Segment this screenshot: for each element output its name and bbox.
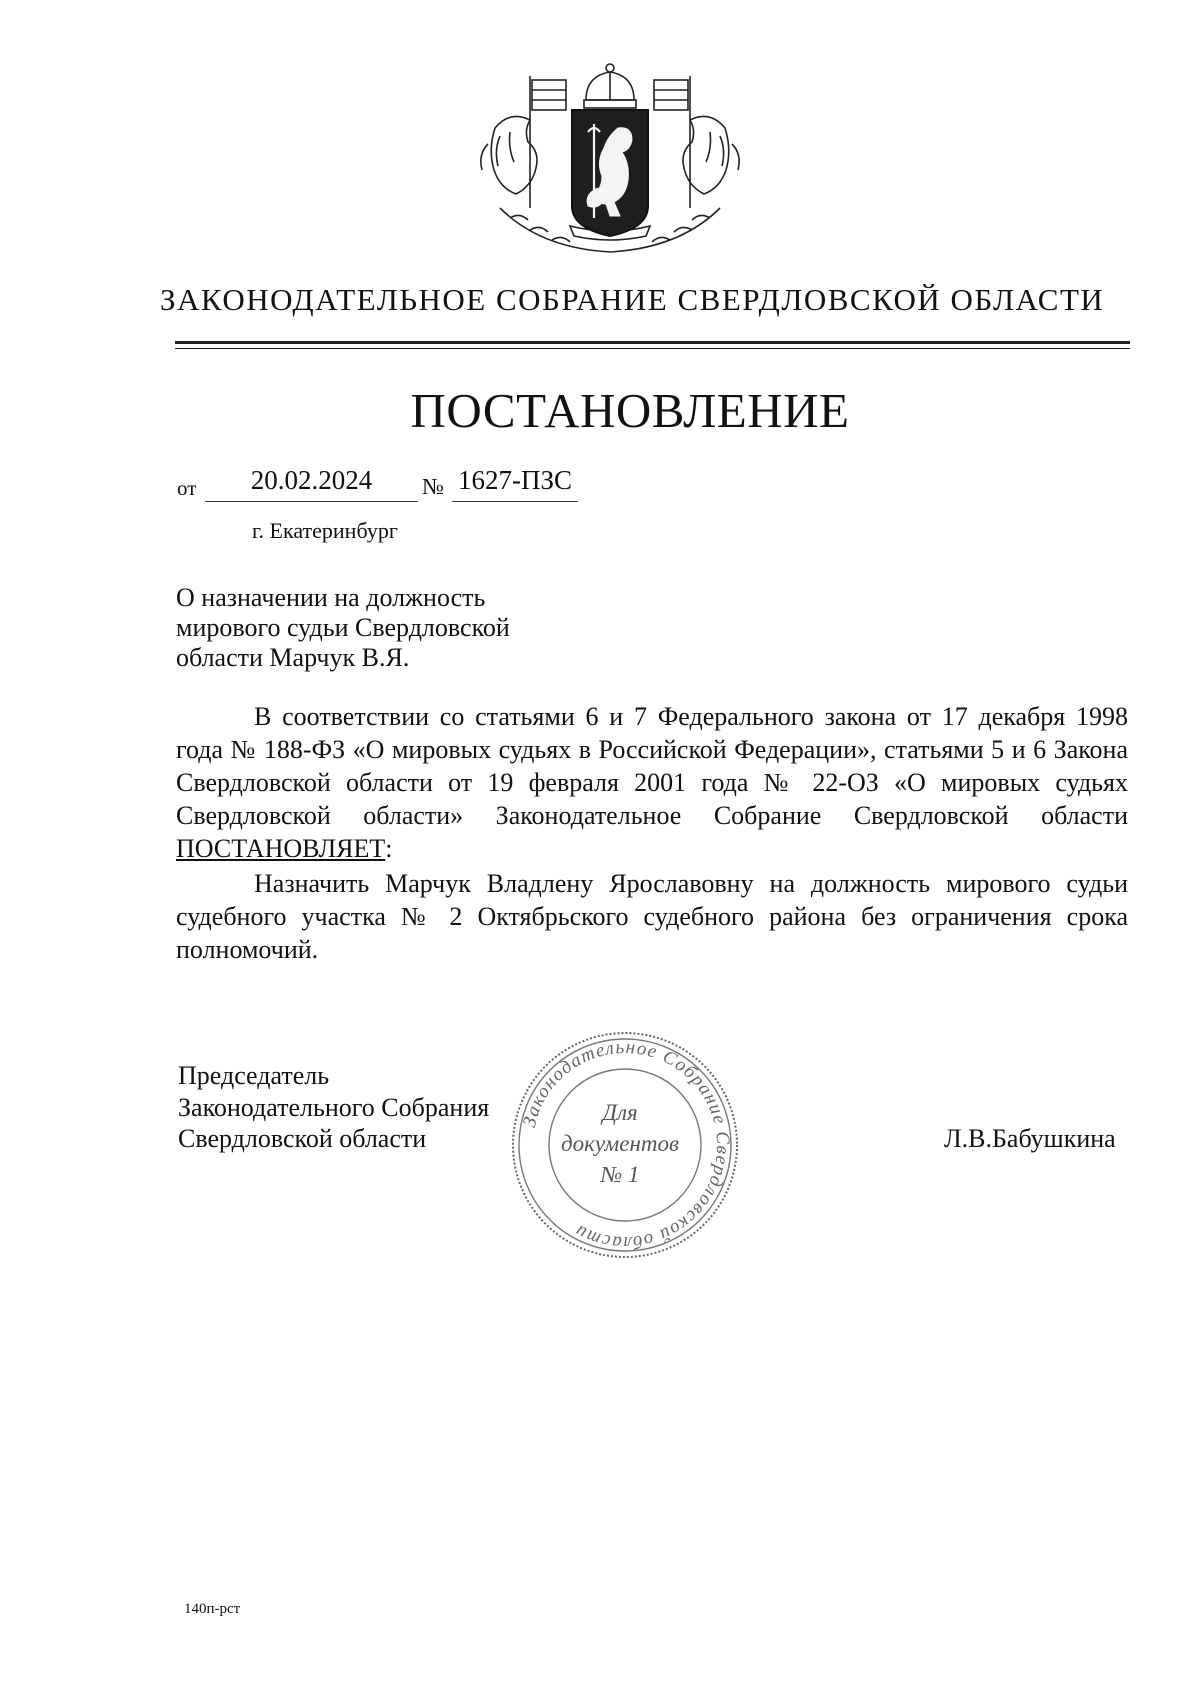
document-date: 20.02.2024 [205,462,418,502]
footer-code: 140п-рст [184,1601,241,1617]
subject-line: области Марчук В.Я. [176,643,410,672]
seal-line: Для [602,1100,638,1125]
resolves-keyword: ПОСТАНОВЛЯЕТ [176,834,386,863]
body-paragraph-appointment: Назначить Марчук Владлену Ярославовну на должность мирового судьи судебного участка № 2 Октябрьского судебного района без ограничения срока полномочий. [176,869,1128,964]
document-type-title: ПОСТАНОВЛЕНИЕ [410,383,850,438]
subject-line: О назначении на должность [176,583,486,612]
seal-line: № 1 [600,1162,640,1187]
document-body [176,700,1128,966]
preamble-text: В соответствии со статьями 6 и 7 Федерального закона от 17 декабря 1998 года № 188-ФЗ «О мировых судьях в Российской Федерации», статьями 5 и 6 Закона Свердловской области от 19 февраля 2001 года № 22-ОЗ «О мировых судьях Свердловской области» Законодательное Собрание Свердловской области [176,702,1128,830]
seal-ring-text: Законодательное Собрание Свердловской области [518,1036,734,1254]
organization-title: ЗАКОНОДАТЕЛЬНОЕ СОБРАНИЕ СВЕРДЛОВСКОЙ ОБЛАСТИ [160,282,1105,317]
date-prefix: от [177,476,197,500]
signatory-title-line: Председатель [178,1061,330,1090]
signatory-title [178,1060,489,1155]
signatory-title-line: Законодательного Собрания [178,1092,490,1122]
header-rule-thick [175,341,1130,344]
preamble-end: : [385,834,393,863]
header-rule-thin [175,348,1130,349]
number-sign: № [422,474,444,499]
signatory-name: Л.В.Бабушкина [944,1124,1116,1153]
seal-center-text [545,1097,695,1190]
document-subject [176,583,656,673]
signatory-title-line: Свердловской области [178,1124,427,1153]
document-number: 1627-ПЗС [452,462,578,502]
body-paragraph-preamble [176,700,1128,865]
coat-of-arms-icon [470,58,750,268]
document-city: г. Екатеринбург [252,518,398,543]
seal-line: документов [561,1131,679,1156]
subject-line: мирового судьи Свердловской [176,613,510,642]
